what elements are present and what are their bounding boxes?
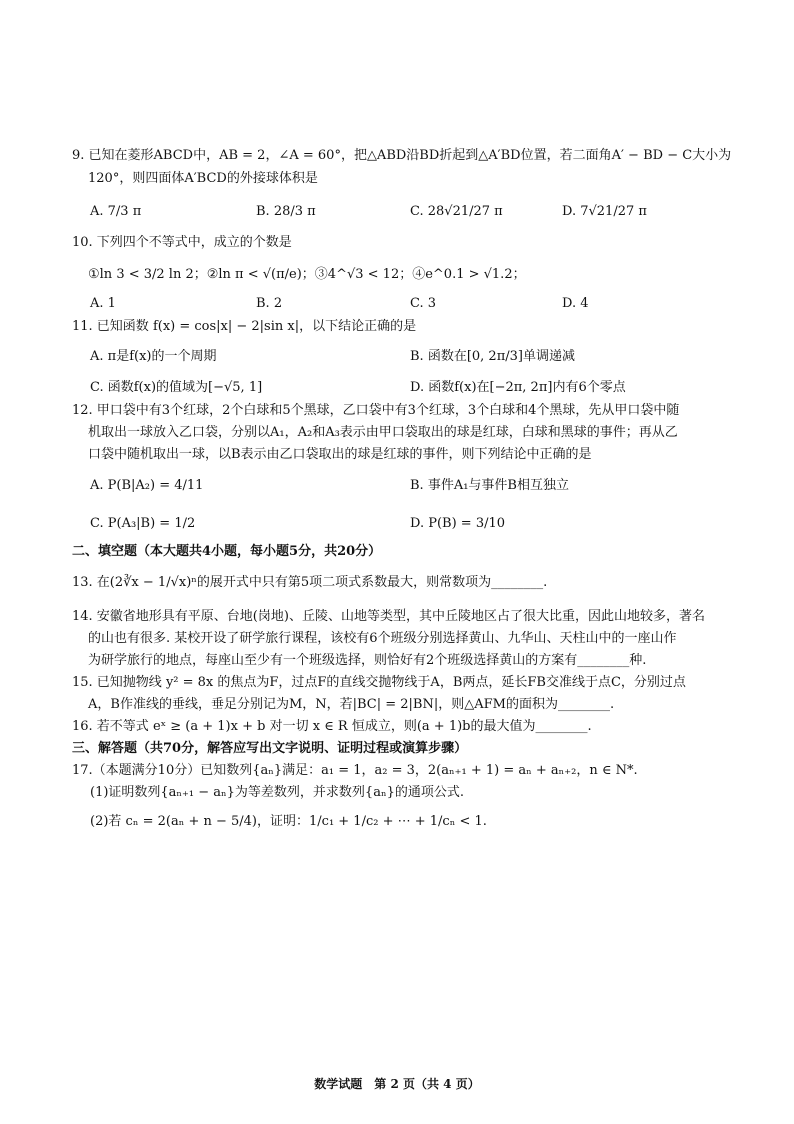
q14-line2: 的山也有很多. 某校开设了研学旅行课程，该校有6个班级分别选择黄山、九华山、天柱山中的一座山作 [88, 631, 677, 646]
section-answer-heading: 三、解答题（共70分，解答应写出文字说明、证明过程或演算步骤） [72, 741, 468, 756]
q12-option-c: C. P(A₃|B) = 1/2 [90, 516, 196, 531]
q9-option-d: D. 7√21/27 π [562, 204, 647, 219]
q11-option-d: D. 函数f(x)在[−2π, 2π]内有6个零点 [410, 380, 626, 395]
page-footer: 数学试题 第 2 页（共 4 页） [314, 1077, 480, 1091]
q10-items: ①ln 3 < 3/2 ln 2；②ln π < √(π/e)；③4^√3 < 12；④e^0.1 > √1.2； [88, 267, 526, 282]
q11-option-b: B. 函数在[0, 2π/3]单调递减 [410, 349, 575, 364]
q17-stem: 17.（本题满分10分）已知数列{aₙ}满足：a₁ = 1，a₂ = 3，2(aₙ₊₁ + 1) = aₙ + aₙ₊₂，n ∈ N*. [72, 763, 638, 778]
q9-option-b: B. 28/3 π [256, 204, 316, 219]
q15-line2: A，B作准线的垂线，垂足分别记为M，N，若|BC| = 2|BN|，则△AFM的面积为________. [88, 697, 615, 712]
q17-part2: (2)若 cₙ = 2(aₙ + n − 5/4)，证明：1/c₁ + 1/c₂ + ⋯ + 1/cₙ < 1. [90, 814, 487, 829]
q9-option-a: A. 7/3 π [90, 204, 142, 219]
q9-line2: 120°，则四面体A′BCD的外接球体积是 [88, 171, 318, 186]
q12-line1: 12. 甲口袋中有3个红球，2个白球和5个黑球，乙口袋中有3个红球，3个白球和4个黑球，先从甲口袋中随 [72, 403, 680, 418]
q12-line2: 机取出一球放入乙口袋，分别以A₁，A₂和A₃表示由甲口袋取出的球是红球，白球和黑球的事件；再从乙 [88, 425, 678, 440]
q14-line3: 为研学旅行的地点，每座山至少有一个班级选择，则恰好有2个班级选择黄山的方案有________种. [88, 653, 647, 668]
q10-stem: 10. 下列四个不等式中，成立的个数是 [72, 235, 292, 250]
q12-option-b: B. 事件A₁与事件B相互独立 [410, 478, 569, 493]
q13-text: 13. 在(2∛x − 1/√x)ⁿ的展开式中只有第5项二项式系数最大，则常数项为________. [72, 575, 548, 590]
q12-option-a: A. P(B|A₂) = 4/11 [90, 478, 204, 493]
q17-part1: (1)证明数列{aₙ₊₁ − aₙ}为等差数列，并求数列{aₙ}的通项公式. [90, 785, 464, 800]
q14-line1: 14. 安徽省地形具有平原、台地(岗地)、丘陵、山地等类型，其中丘陵地区占了很大比重，因此山地较多，著名 [72, 609, 705, 624]
q11-stem: 11. 已知函数 f(x) = cos|x| − 2|sin x|，以下结论正确的是 [72, 319, 417, 334]
q10-option-c: C. 3 [410, 296, 437, 311]
q10-option-d: D. 4 [562, 296, 589, 311]
q9-line1: 9. 已知在菱形ABCD中，AB = 2，∠A = 60°，把△ABD沿BD折起到△A′BD位置，若二面角A′ − BD − C大小为 [72, 148, 732, 163]
q16-text: 16. 若不等式 eˣ ≥ (a + 1)x + b 对一切 x ∈ R 恒成立，则(a + 1)b的最大值为________. [72, 719, 592, 734]
q10-option-a: A. 1 [90, 296, 116, 311]
q9-option-c: C. 28√21/27 π [410, 204, 503, 219]
section-fill-in-heading: 二、填空题（本大题共4小题，每小题5分，共20分） [72, 544, 382, 559]
q12-option-d: D. P(B) = 3/10 [410, 516, 506, 531]
q12-line3: 口袋中随机取出一球，以B表示由乙口袋取出的球是红球的事件，则下列结论中正确的是 [88, 447, 592, 462]
q11-option-c: C. 函数f(x)的值域为[−√5, 1] [90, 380, 263, 395]
q11-option-a: A. π是f(x)的一个周期 [90, 349, 217, 364]
q10-option-b: B. 2 [256, 296, 283, 311]
q15-line1: 15. 已知抛物线 y² = 8x 的焦点为F，过点F的直线交抛物线于A，B两点，延长FB交准线于点C，分别过点 [72, 675, 686, 690]
